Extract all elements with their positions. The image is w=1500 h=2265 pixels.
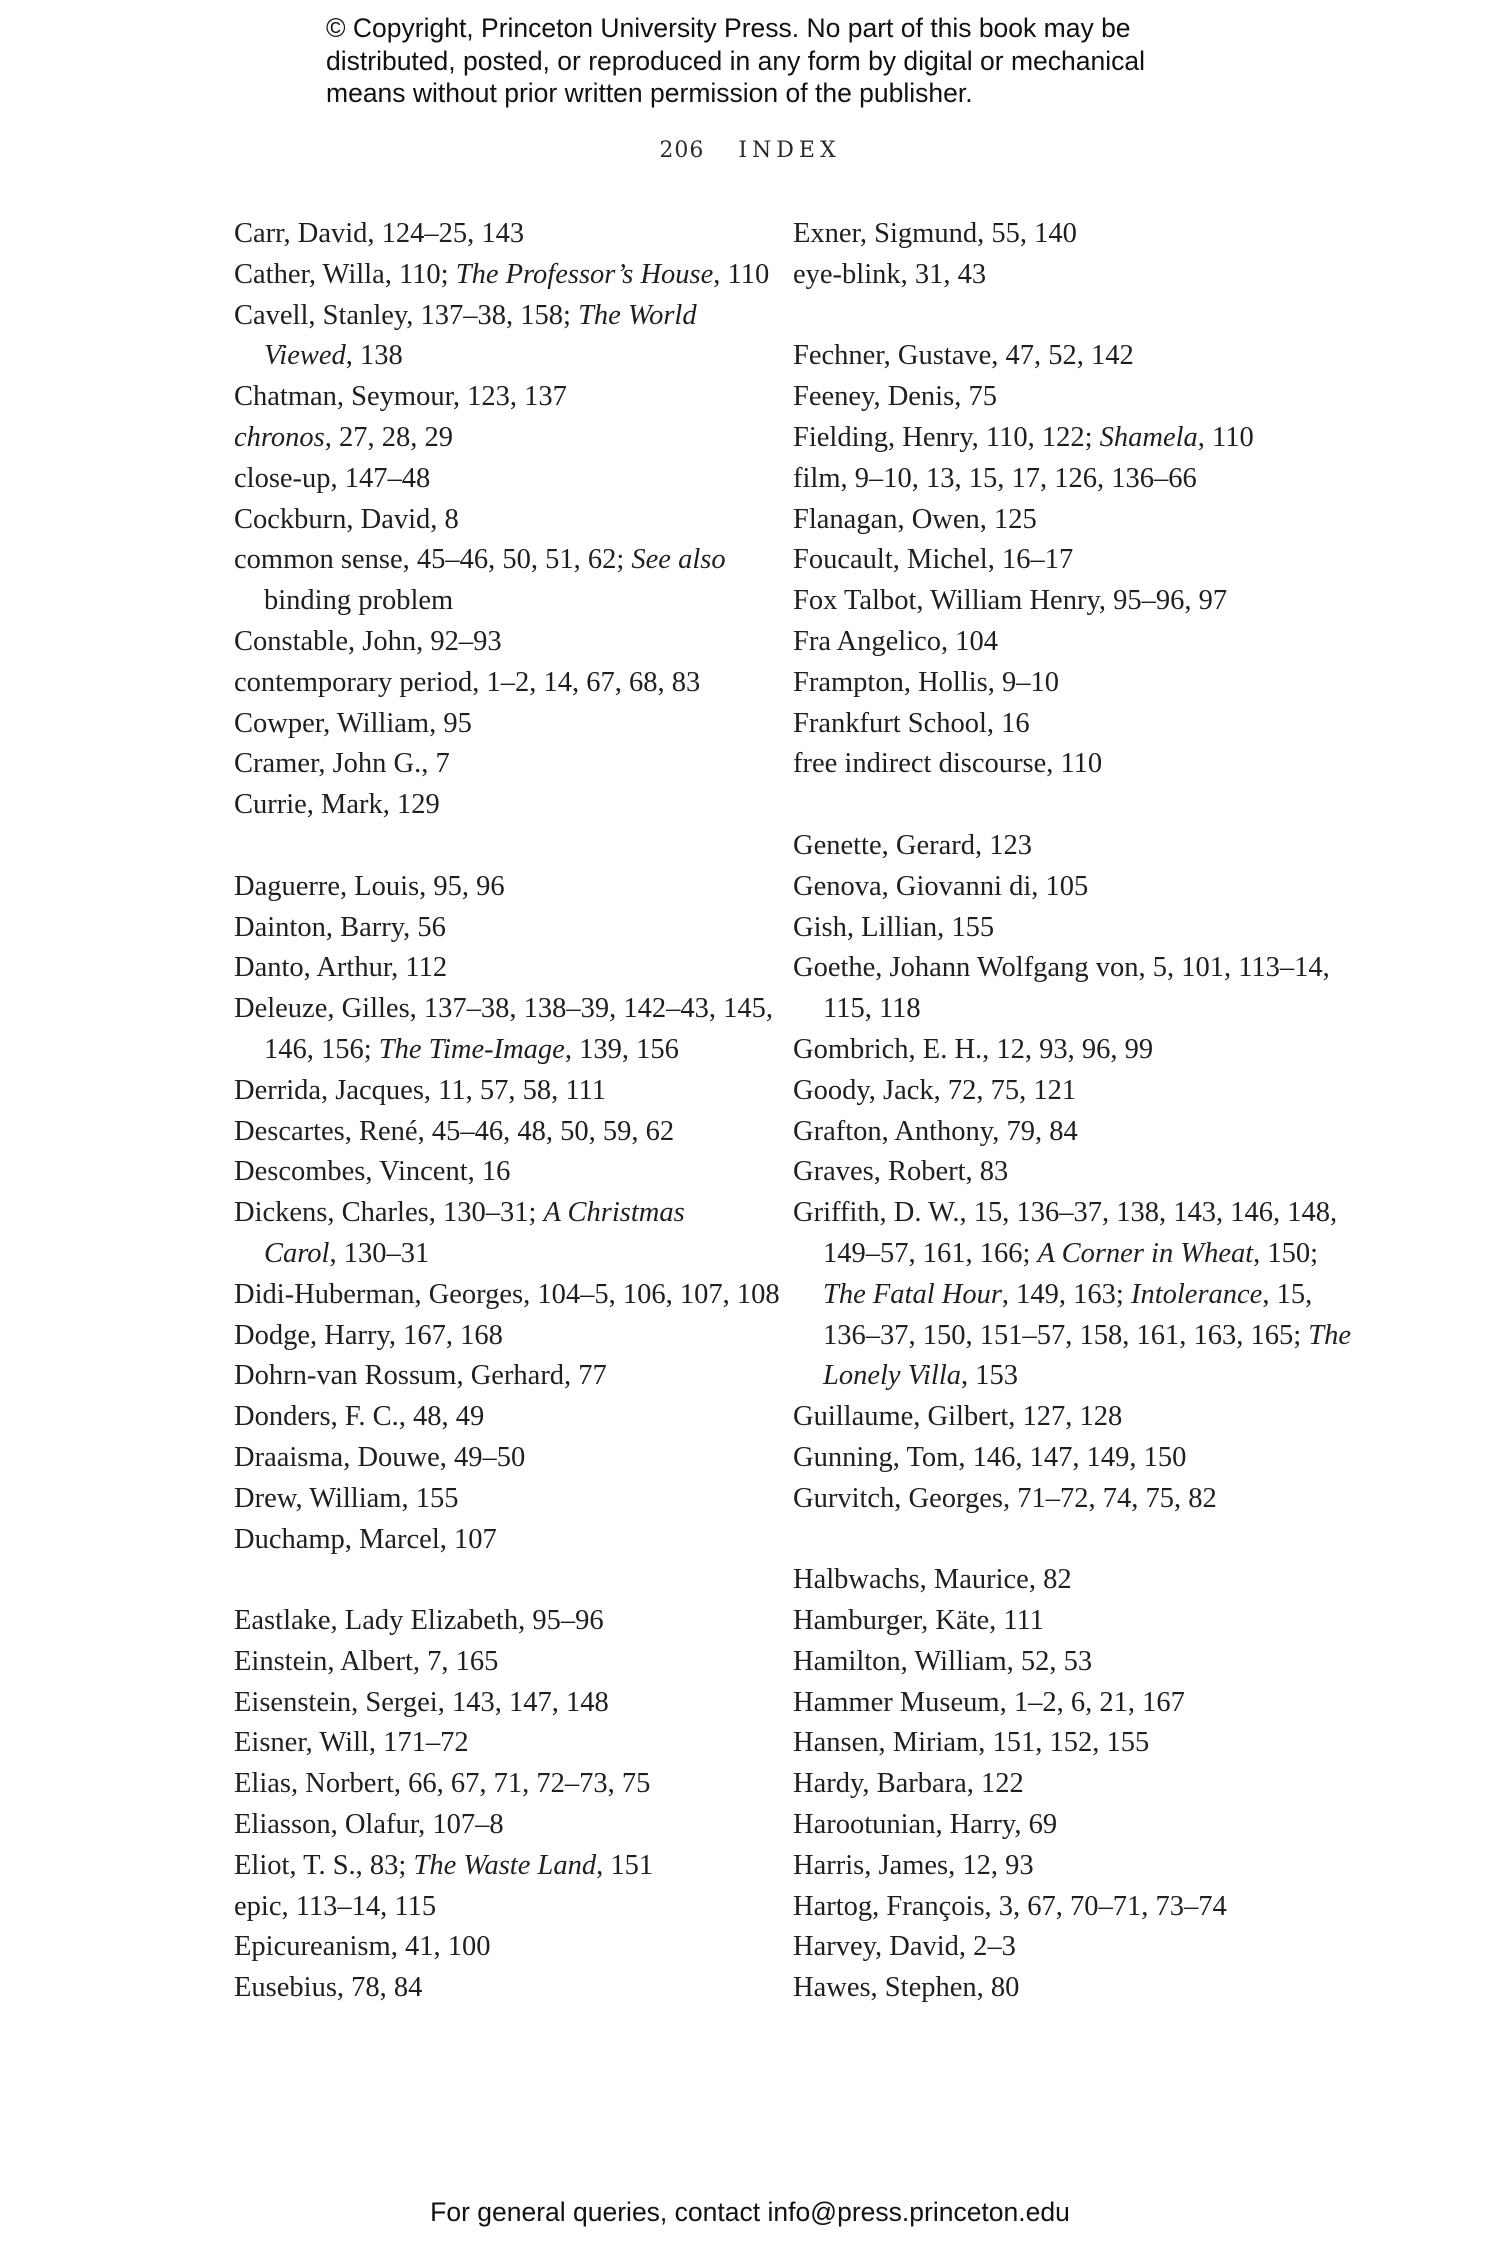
index-entry: Fielding, Henry, 110, 122; Shamela, 110: [793, 421, 1254, 453]
index-entry: Grafton, Anthony, 79, 84: [793, 1115, 1078, 1147]
index-entry: Draaisma, Douwe, 49–50: [234, 1441, 526, 1473]
index-entry: Cavell, Stanley, 137–38, 158; The World Viewed, 138: [234, 299, 697, 372]
index-entry: Graves, Robert, 83: [793, 1156, 1009, 1188]
index-entry: Gurvitch, Georges, 71–72, 74, 75, 82: [793, 1482, 1217, 1514]
letter-group-gap: [793, 296, 1333, 337]
letter-group-gap: [234, 826, 774, 867]
index-entry: Chatman, Seymour, 123, 137: [234, 381, 567, 413]
index-entry: Frankfurt School, 16: [793, 707, 1030, 739]
copyright-line: means without prior written permission of the publisher.: [326, 78, 973, 108]
index-entry: Hammer Museum, 1–2, 6, 21, 167: [793, 1686, 1185, 1718]
copyright-line: © Copyright, Princeton University Press. No part of this book may be: [326, 13, 1131, 43]
index-entry: Drew, William, 155: [234, 1482, 459, 1514]
index-entry: Gish, Lillian, 155: [793, 911, 995, 943]
page-number: 206: [659, 138, 705, 163]
index-entry: Eisner, Will, 171–72: [234, 1727, 469, 1759]
index-entry: Guillaume, Gilbert, 127, 128: [793, 1401, 1123, 1433]
index-entry: Dickens, Charles, 130–31; A Christmas Carol, 130–31: [234, 1197, 685, 1269]
index-entry: Hardy, Barbara, 122: [793, 1768, 1024, 1800]
index-entry: Descartes, René, 45–46, 48, 50, 59, 62: [234, 1115, 675, 1147]
index-entry: Danto, Arthur, 112: [234, 952, 448, 984]
index-entry: Eliasson, Olafur, 107–8: [234, 1809, 504, 1841]
index-entry: Eusebius, 78, 84: [234, 1972, 423, 2004]
index-column-right: [793, 214, 1352, 2009]
index-entry: Griffith, D. W., 15, 136–37, 138, 143, 146, 148, 149–57, 161, 166; A Corner in Wheat, 150; The Fatal Hour, 149, 163; Intolerance, 15, 136–37, 150, 151–57, 158, 161, 163, 165; The Lonely Villa, 153: [793, 1197, 1352, 1392]
index-entry: Genette, Gerard, 123: [793, 829, 1032, 861]
index-entry: Genova, Giovanni di, 105: [793, 870, 1089, 902]
index-entry: Descombes, Vincent, 16: [234, 1156, 511, 1188]
index-entry: Flanagan, Owen, 125: [793, 503, 1037, 535]
index-entry: Frampton, Hollis, 9–10: [793, 666, 1060, 698]
index-entry: epic, 113–14, 115: [234, 1890, 437, 1922]
index-entry: close-up, 147–48: [234, 462, 431, 494]
index-entry: Constable, John, 92–93: [234, 625, 502, 657]
index-entry: common sense, 45–46, 50, 51, 62; See also binding problem: [234, 544, 726, 617]
index-entry: Foucault, Michel, 16–17: [793, 544, 1074, 576]
index-entry: Dodge, Harry, 167, 168: [234, 1319, 503, 1351]
index-entry: Donders, F. C., 48, 49: [234, 1401, 485, 1433]
index-entry: contemporary period, 1–2, 14, 67, 68, 83: [234, 666, 701, 698]
index-entry: Harootunian, Harry, 69: [793, 1809, 1058, 1841]
index-entry: Hamilton, William, 52, 53: [793, 1645, 1093, 1677]
index-entry: eye-blink, 31, 43: [793, 258, 987, 290]
index-entry: Dohrn-van Rossum, Gerhard, 77: [234, 1360, 607, 1392]
index-entry: Hamburger, Käte, 111: [793, 1605, 1045, 1637]
index-entry: Fra Angelico, 104: [793, 625, 999, 657]
index-entry: Cather, Willa, 110; The Professor’s House, 110: [234, 258, 770, 290]
index-entry: Gunning, Tom, 146, 147, 149, 150: [793, 1441, 1187, 1473]
index-entry: Goody, Jack, 72, 75, 121: [793, 1074, 1077, 1106]
index-entry: Cockburn, David, 8: [234, 503, 459, 535]
index-entry: Cowper, William, 95: [234, 707, 472, 739]
index-entry: Fox Talbot, William Henry, 95–96, 97: [793, 585, 1228, 617]
index-entry: Currie, Mark, 129: [234, 789, 440, 821]
index-entry: Fechner, Gustave, 47, 52, 142: [793, 340, 1134, 372]
index-entry: Halbwachs, Maurice, 82: [793, 1564, 1072, 1596]
index-entry: Harvey, David, 2–3: [793, 1931, 1016, 1963]
index-entry: Daguerre, Louis, 95, 96: [234, 870, 505, 902]
index-entry: Derrida, Jacques, 11, 57, 58, 111: [234, 1074, 606, 1106]
page-title: INDEX: [738, 138, 841, 163]
index-entry: Exner, Sigmund, 55, 140: [793, 218, 1077, 249]
letter-group-gap: [793, 1520, 1333, 1561]
copyright-line: distributed, posted, or reproduced in any form by digital or mechanical: [326, 45, 1145, 76]
index-entry: Eisenstein, Sergei, 143, 147, 148: [234, 1686, 609, 1718]
index-entry: Epicureanism, 41, 100: [234, 1931, 491, 1963]
letter-group-gap: [234, 1560, 774, 1601]
running-head: [0, 138, 1500, 163]
footer-contact: For general queries, contact info@press.princeton.edu: [430, 2197, 1070, 2227]
index-entry: free indirect discourse, 110: [793, 748, 1103, 780]
index-entry: Dainton, Barry, 56: [234, 911, 446, 943]
index-entry: Eastlake, Lady Elizabeth, 95–96: [234, 1605, 604, 1637]
index-entry: Harris, James, 12, 93: [793, 1849, 1034, 1881]
letter-group-gap: [793, 785, 1333, 826]
index-entry: Didi-Huberman, Georges, 104–5, 106, 107, 108: [234, 1278, 780, 1310]
index-entry: Hansen, Miriam, 151, 152, 155: [793, 1727, 1150, 1759]
index-entry: Goethe, Johann Wolfgang von, 5, 101, 113–14, 115, 118: [793, 952, 1330, 1025]
index-entry: Elias, Norbert, 66, 67, 71, 72–73, 75: [234, 1768, 651, 1800]
index-entry: Feeney, Denis, 75: [793, 381, 997, 413]
index-entry: Gombrich, E. H., 12, 93, 96, 99: [793, 1033, 1154, 1065]
index-column-left: [234, 214, 780, 2009]
index-entry: Hawes, Stephen, 80: [793, 1972, 1020, 2004]
index-entry: Einstein, Albert, 7, 165: [234, 1645, 499, 1677]
index-entry: Eliot, T. S., 83; The Waste Land, 151: [234, 1849, 654, 1881]
copyright-notice: [326, 12, 1226, 110]
index-entry: Hartog, François, 3, 67, 70–71, 73–74: [793, 1890, 1227, 1922]
index-entry: Cramer, John G., 7: [234, 748, 450, 780]
index-entry: chronos, 27, 28, 29: [234, 421, 454, 453]
index-entry: film, 9–10, 13, 15, 17, 126, 136–66: [793, 462, 1197, 494]
index-entry: Deleuze, Gilles, 137–38, 138–39, 142–43, 145, 146, 156; The Time-Image, 139, 156: [234, 993, 774, 1065]
index-entry: Carr, David, 124–25, 143: [234, 218, 525, 249]
index-entry: Duchamp, Marcel, 107: [234, 1523, 497, 1555]
